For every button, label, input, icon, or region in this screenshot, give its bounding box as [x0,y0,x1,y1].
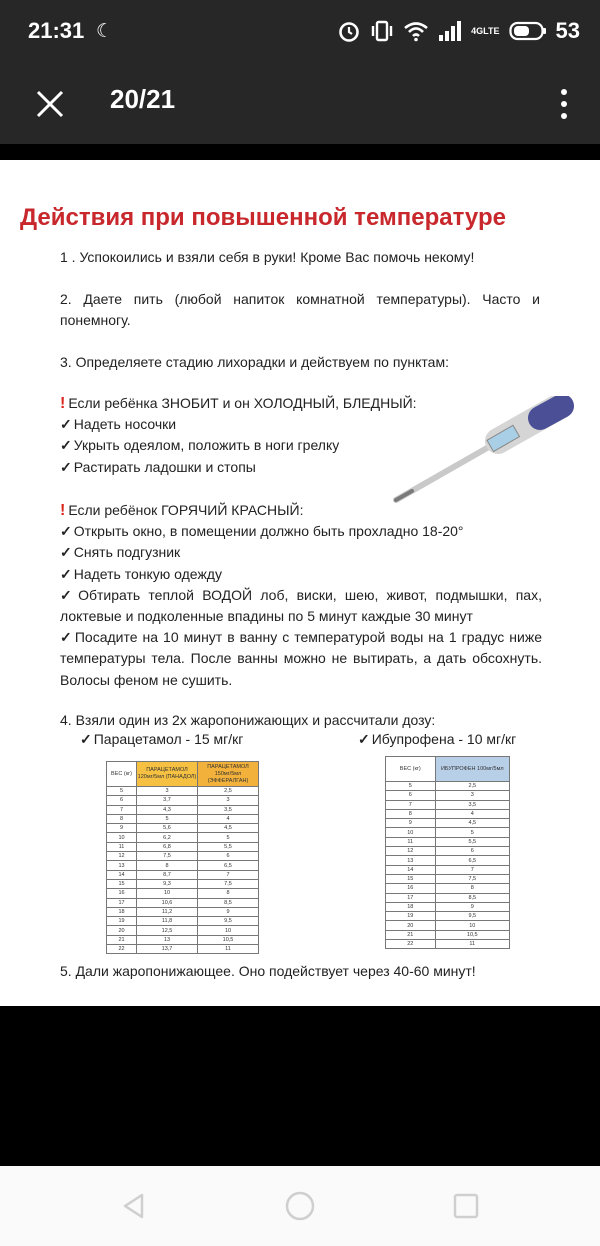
network-type-bottom: LTE [483,25,500,36]
table-cell: 7 [107,805,137,814]
table-row [386,884,510,893]
home-icon[interactable] [284,1190,316,1222]
checkmark-icon: ✓ [60,629,73,646]
table-cell: 14 [386,865,436,874]
table-cell: 6 [435,847,509,856]
document-image[interactable] [0,160,600,1006]
table-cell: 22 [107,945,137,954]
table-cell: 6,5 [198,861,259,870]
table-row [386,782,510,791]
list-item-text: Посадите на 10 минут в ванну с температурой воды на 1 градус ниже температуры тела. После ванны можно не вытирать, а дать обсохнуть. Волосы феном не сушить. [60,629,543,688]
table-row [107,907,259,916]
alarm-icon [337,19,361,43]
table-cell: 5 [435,828,509,837]
table-cell: 10,6 [137,898,198,907]
table-cell: 2,5 [435,782,509,791]
table-row [107,879,259,888]
table-header-row [386,757,510,782]
table-row [386,902,510,911]
table-row [107,796,259,805]
table-cell: 5 [198,833,259,842]
document-title: Действия при повышенной температуре [20,204,506,231]
table-row [107,842,259,851]
page-counter: 20/21 [110,84,176,114]
table-cell: 3,5 [435,800,509,809]
table-cell: 15 [386,874,436,883]
table-cell: 10 [386,828,436,837]
table-cell: 8 [137,861,198,870]
checkmark-icon: ✓ [60,523,72,540]
back-icon[interactable] [118,1190,150,1222]
table-cell: 11 [107,842,137,851]
table-cell: 3,7 [137,796,198,805]
table-cell: 9 [435,902,509,911]
table-cell: 19 [386,912,436,921]
table-cell: 4,5 [435,819,509,828]
checkmark-icon: ✓ [60,565,72,582]
ibuprofen-label [358,731,516,748]
table-cell: 20 [107,926,137,935]
weight-header: ВЕС (кг) [107,762,137,787]
battery-icon [509,21,547,41]
step-4: 4. Взяли один из 2х жаропонижающих и рассчитали дозу: [60,712,436,728]
table-row [107,898,259,907]
hot-stage-list [60,500,542,691]
table-cell: 6 [107,796,137,805]
network-type-top: 4G [471,25,484,36]
table-cell: 21 [386,930,436,939]
table-cell: 12,5 [137,926,198,935]
table-row [107,945,259,954]
recents-icon[interactable] [450,1190,482,1222]
table-row [386,791,510,800]
table-cell: 17 [107,898,137,907]
signal-icon [438,21,462,41]
cold-condition-text: Если ребёнка ЗНОБИТ и он ХОЛОДНЫЙ, БЛЕДНЫЙ: [68,395,417,411]
paracetamol-label-text: Парацетамол - 15 мг/кг [93,731,244,747]
table-cell: 10,5 [435,930,509,939]
list-item [60,585,542,627]
status-bar [0,0,600,64]
table-row [386,809,510,818]
table-cell: 21 [107,935,137,944]
table-cell: 4,5 [198,824,259,833]
table-row [386,837,510,846]
table-cell: 4 [435,809,509,818]
table-cell: 17 [386,893,436,902]
table-cell: 22 [386,940,436,949]
exclamation-icon: ! [60,395,66,412]
table-cell: 11,2 [137,907,198,916]
table-row [386,800,510,809]
checkmark-icon: ✓ [60,416,72,433]
checkmark-icon: ✓ [358,731,370,747]
close-icon[interactable] [30,84,70,124]
table-cell: 5 [107,787,137,796]
paracetamol-label [80,731,243,748]
checkmark-icon: ✓ [80,731,92,747]
table-row [386,856,510,865]
step-3: 3. Определяете стадию лихорадки и действуем по пунктам: [60,354,449,370]
table-row [386,930,510,939]
table-cell: 7 [198,870,259,879]
step-1: 1 . Успокоились и взяли себя в руки! Кроме Вас помочь некому! [60,249,475,265]
table-cell: 10 [198,926,259,935]
table-cell: 10 [137,889,198,898]
viewer-toolbar [0,64,600,144]
list-item-text: Надеть носочки [73,416,177,433]
table-cell: 9,5 [435,912,509,921]
list-item [60,564,542,585]
table-cell: 10,5 [198,935,259,944]
list-item [60,521,542,542]
step-2: 2. Даете пить (любой напиток комнатной температуры). Часто и понемногу. [60,291,540,328]
table-row [107,917,259,926]
checkmark-icon: ✓ [60,437,72,454]
table-cell: 6,2 [137,833,198,842]
table-cell: 13 [107,861,137,870]
hot-condition [60,500,542,521]
wifi-icon [403,20,429,42]
table-row [386,865,510,874]
table-cell: 12 [386,847,436,856]
table-cell: 5,5 [198,842,259,851]
table-cell: 8,5 [435,893,509,902]
table-cell: 12 [107,852,137,861]
table-cell: 20 [386,921,436,930]
table-row [107,805,259,814]
table-row [386,819,510,828]
list-item [60,627,542,691]
table-cell: 11 [198,945,259,954]
list-item [60,542,542,563]
do-not-disturb-icon: ☾ [96,21,114,42]
step-5: 5. Дали жаропонижающее. Оно подействует через 40-60 минут! [60,963,476,979]
table-cell: 3,5 [198,805,259,814]
table-cell: 2,5 [198,787,259,796]
table-cell: 8 [198,889,259,898]
panadol-header: ПАРАЦЕТАМОЛ 120мг/5мл (ПАНАДОЛ) [137,762,198,787]
table-row [386,828,510,837]
paracetamol-table [106,761,259,954]
table-cell: 19 [107,917,137,926]
list-item-text: Обтирать теплой ВОДОЙ лоб, виски, шею, живот, подмышки, пах, локтевые и подколенные впадины по 5 минут каждые 30 минут [60,586,542,625]
table-cell: 8,7 [137,870,198,879]
table-cell: 13,7 [137,945,198,954]
table-cell: 9 [386,819,436,828]
table-row [107,926,259,935]
table-cell: 8 [435,884,509,893]
table-row [386,874,510,883]
list-item-text: Снять подгузник [73,544,181,561]
checkmark-icon: ✓ [60,544,72,561]
exclamation-icon: ! [60,502,66,519]
ibuprofen-table [385,756,510,949]
table-cell: 16 [386,884,436,893]
table-cell: 13 [386,856,436,865]
table-row [386,847,510,856]
table-cell: 5,6 [137,824,198,833]
table-cell: 3 [198,796,259,805]
table-row [386,940,510,949]
network-type [471,27,499,36]
vibrate-icon [370,19,394,43]
table-row [107,824,259,833]
table-cell: 18 [386,902,436,911]
table-row [107,833,259,842]
thermometer-illustration [388,396,588,506]
navigation-bar [0,1166,600,1246]
table-row [386,921,510,930]
table-cell: 18 [107,907,137,916]
table-cell: 10 [107,833,137,842]
table-cell: 9 [198,907,259,916]
table-cell: 8,5 [198,898,259,907]
table-cell: 9 [107,824,137,833]
table-cell: 11,8 [137,917,198,926]
table-cell: 9,5 [198,917,259,926]
table-cell: 9,3 [137,879,198,888]
table-cell: 4 [198,814,259,823]
hot-condition-text: Если ребёнок ГОРЯЧИЙ КРАСНЫЙ: [68,502,304,518]
table-row [107,935,259,944]
checkmark-icon: ✓ [60,458,72,475]
table-cell: 5,5 [435,837,509,846]
table-cell: 7,5 [137,852,198,861]
table-cell: 13 [137,935,198,944]
table-row [107,861,259,870]
table-cell: 6,5 [435,856,509,865]
table-row [107,870,259,879]
table-cell: 11 [386,837,436,846]
table-cell: 16 [107,889,137,898]
table-row [107,889,259,898]
table-cell: 8 [107,814,137,823]
table-cell: 7 [386,800,436,809]
status-time: 21:31 [28,18,85,43]
table-cell: 8 [386,809,436,818]
list-item-text: Укрыть одеялом, положить в ноги грелку [73,437,340,454]
list-item-text: Открыть окно, в помещении должно быть прохладно 18-20° [73,523,464,540]
table-cell: 3 [137,787,198,796]
table-header-row [107,762,259,787]
table-cell: 5 [137,814,198,823]
table-row [107,814,259,823]
table-cell: 14 [107,870,137,879]
efferalgan-header: ПАРАЦЕТАМОЛ 150мг/5мл (ЭФФЕРАЛГАН) [198,762,259,787]
table-cell: 5 [386,782,436,791]
table-cell: 15 [107,879,137,888]
list-item-text: Растирать ладошки и стопы [73,458,256,475]
battery-level: 53 [555,18,580,43]
table-cell: 6 [198,852,259,861]
ibuprofen-label-text: Ибупрофена - 10 мг/кг [371,731,517,747]
table-cell: 3 [435,791,509,800]
table-row [386,893,510,902]
table-cell: 7,5 [435,874,509,883]
table-row [386,912,510,921]
checkmark-icon: ✓ [60,586,77,603]
list-item-text: Надеть тонкую одежду [73,565,222,582]
table-cell: 10 [435,921,509,930]
table-cell: 4,3 [137,805,198,814]
table-row [107,852,259,861]
more-options-icon[interactable] [552,82,576,126]
status-icons [337,16,580,46]
ibuprofen-header: ИБУПРОФЕН 100мг/5мл [435,757,509,782]
table-row [107,787,259,796]
table-cell: 6 [386,791,436,800]
table-cell: 7,5 [198,879,259,888]
table-cell: 7 [435,865,509,874]
table-cell: 6,8 [137,842,198,851]
table-cell: 11 [435,940,509,949]
weight-header: ВЕС (кг) [386,757,436,782]
